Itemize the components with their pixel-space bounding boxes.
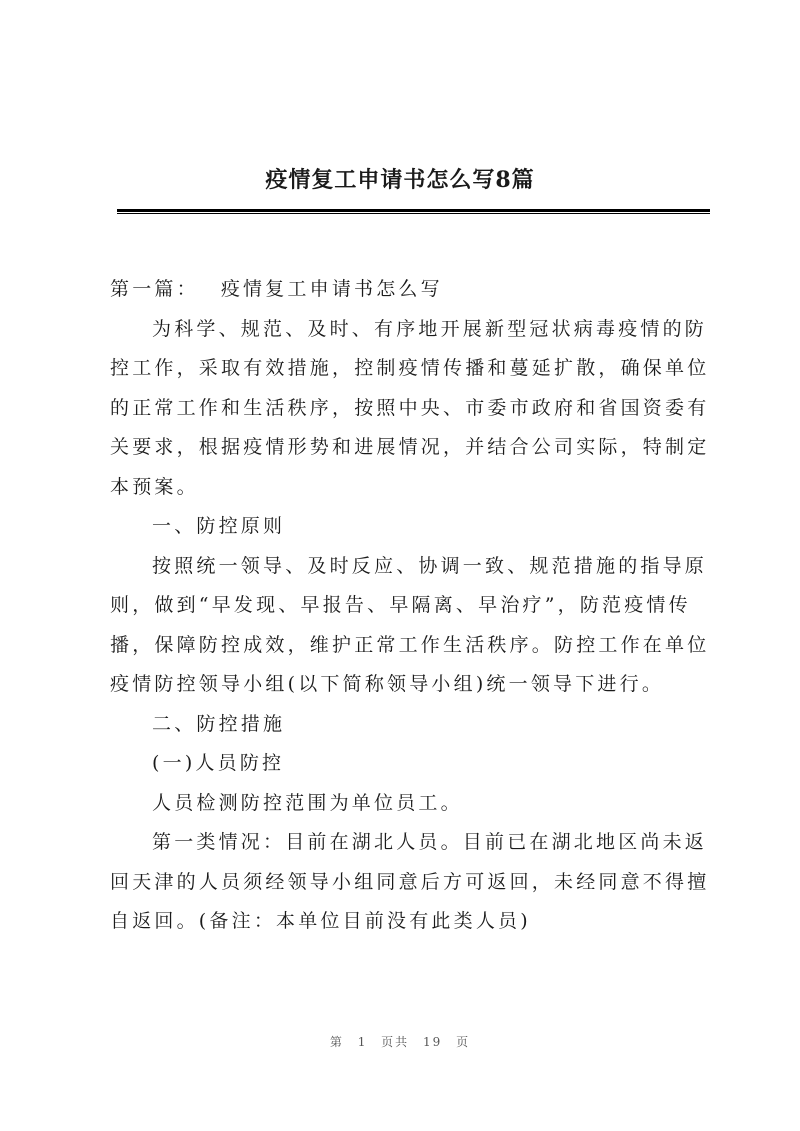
subheading-measures: 二、防控措施 <box>152 712 286 735</box>
section-heading <box>110 270 715 310</box>
page-number-footer: 第 1 页共 19 页 <box>329 1035 471 1049</box>
document-title: 疫情复工申请书怎么写8篇 <box>265 167 535 193</box>
subheading-personnel: (一)人员防控 <box>152 752 285 774</box>
section-heading-label: 第一篇： <box>110 278 199 300</box>
paragraph-principles: 按照统一领导、及时反应、协调一致、规范措施的指导原则，做到“早发现、早报告、早隔离、早治疗”，防范疫情传播，保障防控成效，维护正常工作生活秩序。防控工作在单位疫情防控领导小组(以下简称领导小组)统一领导下进行。 <box>110 554 710 695</box>
paragraph-scope: 人员检测防控范围为单位员工。 <box>152 791 463 814</box>
subheading-principles: 一、防控原则 <box>152 515 286 537</box>
section-heading-text: 疫情复工申请书怎么写 <box>220 278 443 300</box>
paragraph-category-one: 第一类情况：目前在湖北人员。目前已在湖北地区尚未返回天津的人员须经领导小组同意后方可返回，未经同意不得擅自返回。(备注：本单位目前没有此类人员) <box>110 831 710 932</box>
title-divider <box>117 209 710 214</box>
paragraph-intro: 为科学、规范、及时、有序地开展新型冠状病毒疫情的防控工作，采取有效措施，控制疫情传播和蔓延扩散，确保单位的正常工作和生活秩序，按照中央、市委市政府和省国资委有关要求，根据疫情形势和进展情况，并结合公司实际，特制定本预案。 <box>110 317 710 498</box>
document-body <box>110 270 715 942</box>
